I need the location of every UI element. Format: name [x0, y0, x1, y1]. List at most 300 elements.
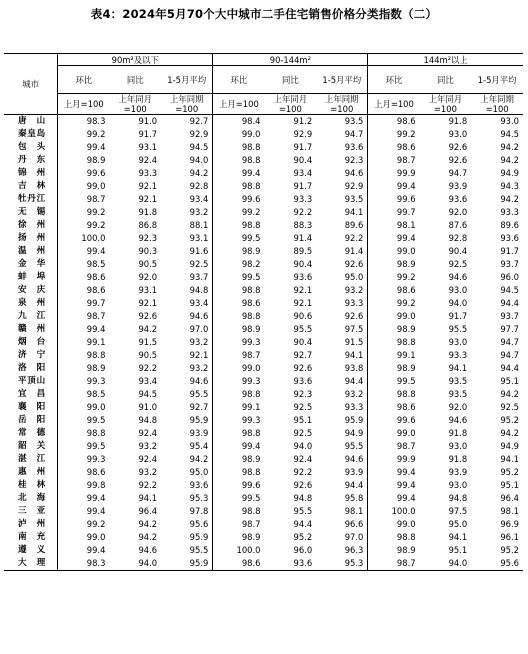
index-value: 90.6	[293, 311, 313, 321]
index-value: 90.3	[138, 246, 158, 256]
index-value: 94.6	[316, 167, 368, 180]
index-value: 99.5	[241, 272, 261, 282]
index-value: 98.8	[241, 220, 261, 230]
index-value: 94.0	[109, 557, 161, 571]
index-value: 94.0	[293, 441, 313, 451]
index-value: 98.9	[86, 155, 106, 165]
base-period-header: 上年同月=100	[420, 94, 472, 115]
city-name: 湛江	[4, 453, 58, 466]
table-row	[4, 479, 523, 492]
table-row	[4, 427, 523, 440]
table-row	[4, 375, 523, 388]
index-value: 99.4	[396, 467, 416, 477]
index-value: 94.4	[500, 363, 519, 373]
index-value: 95.8	[316, 492, 368, 505]
index-value: 90.4	[293, 259, 313, 269]
index-value: 99.5	[86, 441, 106, 451]
index-value: 95.6	[471, 557, 523, 571]
index-value: 91.7	[293, 181, 313, 191]
index-value: 93.7	[500, 311, 519, 321]
index-value: 91.2	[293, 116, 313, 126]
index-value: 99.0	[396, 428, 416, 438]
index-value: 94.9	[500, 168, 519, 178]
index-value: 99.9	[396, 168, 416, 178]
index-value: 88.1	[161, 219, 213, 232]
index-value: 99.2	[396, 129, 416, 139]
index-value: 93.9	[316, 466, 368, 479]
base-period-header: 上年同期=100	[161, 94, 213, 115]
index-value: 99.0	[86, 402, 106, 412]
table-row	[4, 206, 523, 219]
index-value: 95.2	[500, 545, 519, 555]
city-name: 泉州	[4, 297, 58, 310]
index-value: 99.8	[86, 480, 106, 490]
index-value: 92.5	[293, 428, 313, 438]
index-value: 99.6	[396, 415, 416, 425]
index-value: 93.9	[161, 427, 213, 440]
index-value: 93.0	[448, 441, 468, 451]
index-value: 98.8	[396, 532, 416, 542]
city-name: 赣州	[4, 323, 58, 336]
index-value: 91.8	[448, 454, 468, 464]
city-name: 吉林	[4, 180, 58, 193]
index-value: 94.2	[138, 519, 158, 529]
index-value: 94.1	[138, 493, 158, 503]
index-value: 98.6	[86, 272, 106, 282]
index-value: 94.8	[161, 284, 213, 297]
index-value: 93.5	[316, 193, 368, 206]
index-value: 98.1	[500, 506, 519, 516]
index-value: 92.7	[161, 401, 213, 414]
table-row	[4, 115, 523, 129]
index-value: 92.6	[138, 311, 158, 321]
index-value: 92.6	[448, 155, 468, 165]
index-value: 99.4	[86, 246, 106, 256]
base-period-header: 上月=100	[58, 94, 110, 115]
index-value: 92.4	[293, 454, 313, 464]
index-value: 93.3	[138, 168, 158, 178]
city-name: 大理	[4, 557, 58, 571]
index-value: 95.9	[316, 414, 368, 427]
index-value: 93.3	[293, 194, 313, 204]
index-value: 93.4	[161, 297, 213, 310]
index-value: 93.7	[500, 259, 519, 269]
index-value: 98.6	[396, 142, 416, 152]
table-row	[4, 245, 523, 258]
index-value: 92.4	[138, 454, 158, 464]
index-value: 94.9	[316, 427, 368, 440]
index-value: 91.6	[161, 245, 213, 258]
index-value: 94.6	[448, 415, 468, 425]
index-value: 98.8	[241, 467, 261, 477]
index-value: 98.1	[396, 220, 416, 230]
index-value: 93.6	[265, 557, 317, 571]
index-value: 92.0	[448, 402, 468, 412]
index-value: 91.4	[316, 245, 368, 258]
index-value: 97.5	[448, 506, 468, 516]
index-value: 98.7	[241, 519, 261, 529]
index-value: 91.5	[316, 336, 368, 349]
table-row	[4, 154, 523, 167]
index-value: 99.4	[86, 493, 106, 503]
table-row	[4, 310, 523, 323]
index-value: 95.5	[293, 324, 313, 334]
index-value: 93.6	[293, 376, 313, 386]
index-value: 94.4	[316, 375, 368, 388]
index-value: 95.5	[293, 506, 313, 516]
index-value: 98.8	[241, 155, 261, 165]
index-value: 99.4	[241, 441, 261, 451]
index-value: 95.2	[500, 415, 519, 425]
index-value: 93.5	[448, 389, 468, 399]
index-value: 94.1	[448, 363, 468, 373]
index-value: 92.9	[316, 180, 368, 193]
column-header: 环比	[368, 66, 420, 94]
index-value: 95.5	[161, 388, 213, 401]
index-value: 95.9	[161, 557, 213, 571]
index-value: 99.1	[241, 402, 261, 412]
index-value: 97.0	[316, 531, 368, 544]
index-value: 99.6	[396, 194, 416, 204]
index-value: 95.1	[293, 415, 313, 425]
index-value: 96.0	[500, 272, 519, 282]
city-name: 宜昌	[4, 388, 58, 401]
index-value: 94.6	[316, 453, 368, 466]
city-name: 桂林	[4, 479, 58, 492]
index-value: 100.0	[236, 545, 261, 555]
table-row	[4, 388, 523, 401]
index-value: 95.4	[161, 440, 213, 453]
table-row	[4, 466, 523, 479]
index-value: 92.1	[293, 298, 313, 308]
index-value: 92.1	[293, 285, 313, 295]
index-value: 92.5	[448, 259, 468, 269]
index-value: 94.6	[138, 545, 158, 555]
index-value: 94.5	[161, 141, 213, 154]
index-value: 92.2	[138, 363, 158, 373]
city-name: 烟台	[4, 336, 58, 349]
index-value: 90.5	[138, 259, 158, 269]
index-value: 94.7	[448, 168, 468, 178]
column-header: 同比	[109, 66, 161, 94]
index-value: 100.0	[391, 506, 416, 516]
index-value: 99.2	[396, 298, 416, 308]
index-value: 95.6	[161, 518, 213, 531]
index-value: 99.3	[86, 454, 106, 464]
base-period-header: 上月=100	[368, 94, 420, 115]
table-row	[4, 323, 523, 336]
city-name: 锦州	[4, 167, 58, 180]
index-value: 92.6	[293, 363, 313, 373]
index-value: 92.8	[448, 233, 468, 243]
index-value: 91.8	[448, 428, 468, 438]
index-value: 93.3	[448, 350, 468, 360]
city-name: 北海	[4, 492, 58, 505]
index-value: 94.2	[500, 428, 519, 438]
city-name: 济宁	[4, 349, 58, 362]
index-value: 93.9	[448, 181, 468, 191]
city-name: 惠州	[4, 466, 58, 479]
index-value: 98.1	[316, 505, 368, 518]
index-value: 93.0	[448, 337, 468, 347]
index-value: 92.9	[161, 128, 213, 141]
city-name: 遵义	[4, 544, 58, 557]
index-value: 98.9	[396, 363, 416, 373]
index-value: 90.4	[448, 246, 468, 256]
index-value: 93.6	[293, 272, 313, 282]
index-value: 98.7	[241, 350, 261, 360]
index-value: 94.1	[448, 532, 468, 542]
index-value: 99.7	[86, 298, 106, 308]
index-value: 93.9	[448, 467, 468, 477]
index-value: 93.0	[448, 129, 468, 139]
index-value: 93.0	[448, 285, 468, 295]
index-value: 98.8	[241, 506, 261, 516]
city-name: 丹东	[4, 154, 58, 167]
index-value: 99.7	[396, 207, 416, 217]
index-value: 95.5	[448, 324, 468, 334]
base-period-header: 上年同月=100	[265, 94, 317, 115]
index-value: 95.0	[316, 271, 368, 284]
table-row	[4, 505, 523, 518]
index-value: 98.8	[241, 311, 261, 321]
table-row	[4, 141, 523, 154]
city-name: 九江	[4, 310, 58, 323]
index-value: 99.6	[86, 168, 106, 178]
index-value: 95.1	[500, 480, 519, 490]
index-value: 98.7	[396, 155, 416, 165]
index-value: 93.4	[161, 193, 213, 206]
table-row	[4, 362, 523, 375]
index-value: 92.6	[293, 480, 313, 490]
index-value: 99.5	[396, 376, 416, 386]
index-value: 92.7	[293, 350, 313, 360]
index-value: 99.4	[396, 181, 416, 191]
index-value: 86.8	[138, 220, 158, 230]
table-row	[4, 219, 523, 232]
index-value: 94.4	[500, 298, 519, 308]
city-name: 常德	[4, 427, 58, 440]
index-value: 93.3	[316, 401, 368, 414]
index-value: 94.3	[500, 181, 519, 191]
index-value: 98.9	[396, 324, 416, 334]
index-value: 98.3	[86, 116, 106, 126]
index-value: 93.6	[316, 141, 368, 154]
index-value: 98.8	[396, 337, 416, 347]
index-value: 99.5	[241, 233, 261, 243]
index-value: 94.4	[316, 479, 368, 492]
city-name: 襄阳	[4, 401, 58, 414]
index-value: 92.2	[293, 207, 313, 217]
index-value: 95.2	[500, 467, 519, 477]
group-header-large: 144m²以上	[368, 54, 523, 66]
city-column-header: 城市	[4, 54, 58, 115]
index-value: 95.5	[316, 440, 368, 453]
index-value: 93.6	[161, 479, 213, 492]
index-value: 99.1	[396, 350, 416, 360]
index-value: 92.1	[161, 349, 213, 362]
index-value: 95.0	[448, 519, 468, 529]
index-value: 97.7	[500, 324, 519, 334]
table-row	[4, 492, 523, 505]
index-value: 98.7	[86, 194, 106, 204]
column-header: 环比	[213, 66, 265, 94]
city-name: 牡丹江	[4, 193, 58, 206]
index-value: 99.2	[396, 272, 416, 282]
index-value: 92.2	[316, 232, 368, 245]
base-period-header: 上年同月=100	[109, 94, 161, 115]
index-value: 94.1	[316, 206, 368, 219]
index-value: 98.5	[86, 259, 106, 269]
index-value: 95.2	[293, 532, 313, 542]
table-row	[4, 557, 523, 571]
index-value: 94.8	[448, 493, 468, 503]
index-value: 95.5	[161, 544, 213, 557]
index-value: 90.5	[138, 350, 158, 360]
group-header-medium: 90-144m²	[213, 54, 368, 66]
index-value: 98.9	[241, 454, 261, 464]
table-row	[4, 349, 523, 362]
table-row	[4, 180, 523, 193]
table-row	[4, 128, 523, 141]
table-row	[4, 401, 523, 414]
city-name: 温州	[4, 245, 58, 258]
index-value: 92.2	[293, 467, 313, 477]
column-header: 环比	[58, 66, 110, 94]
index-value: 93.1	[161, 232, 213, 245]
index-value: 98.7	[396, 441, 416, 451]
index-value: 92.5	[500, 402, 519, 412]
index-value: 93.0	[448, 480, 468, 490]
index-value: 94.2	[500, 194, 519, 204]
table-row	[4, 167, 523, 180]
index-value: 99.0	[241, 129, 261, 139]
index-value: 98.4	[241, 116, 261, 126]
index-value: 91.8	[448, 116, 468, 126]
table-row	[4, 544, 523, 557]
index-value: 94.2	[138, 532, 158, 542]
index-value: 95.1	[500, 376, 519, 386]
index-value: 96.4	[138, 506, 158, 516]
index-value: 98.9	[396, 259, 416, 269]
city-name: 洛阳	[4, 362, 58, 375]
index-value: 99.4	[86, 142, 106, 152]
index-value: 93.3	[500, 207, 519, 217]
index-value: 94.7	[316, 128, 368, 141]
index-value: 92.5	[293, 402, 313, 412]
index-value: 99.5	[86, 415, 106, 425]
index-value: 98.2	[241, 259, 261, 269]
index-value: 94.5	[500, 285, 519, 295]
base-period-header: 上月=100	[213, 94, 265, 115]
price-index-table	[4, 53, 523, 571]
city-name: 泸州	[4, 518, 58, 531]
index-value: 99.1	[86, 337, 106, 347]
index-value: 92.1	[138, 298, 158, 308]
index-value: 99.0	[396, 519, 416, 529]
index-value: 96.1	[500, 532, 519, 542]
column-header: 1-5月平均	[161, 66, 213, 94]
index-value: 99.5	[241, 493, 261, 503]
index-value: 99.0	[241, 363, 261, 373]
index-value: 99.4	[396, 480, 416, 490]
index-value: 99.2	[241, 207, 261, 217]
index-value: 93.2	[316, 388, 368, 401]
index-value: 98.6	[241, 298, 261, 308]
index-value: 99.2	[86, 207, 106, 217]
index-value: 91.8	[138, 207, 158, 217]
index-value: 91.7	[293, 142, 313, 152]
index-value: 94.9	[500, 441, 519, 451]
index-value: 94.0	[420, 557, 472, 571]
index-value: 88.3	[293, 220, 313, 230]
index-value: 94.1	[500, 454, 519, 464]
index-value: 94.0	[448, 298, 468, 308]
index-value: 90.4	[293, 337, 313, 347]
column-header: 同比	[265, 66, 317, 94]
city-name: 安庆	[4, 284, 58, 297]
index-value: 98.6	[86, 467, 106, 477]
index-value: 93.1	[138, 142, 158, 152]
city-name: 岳阳	[4, 414, 58, 427]
index-value: 92.2	[138, 480, 158, 490]
index-value: 98.8	[241, 181, 261, 191]
index-value: 93.3	[316, 297, 368, 310]
index-value: 97.0	[161, 323, 213, 336]
index-value: 98.9	[241, 246, 261, 256]
index-value: 94.7	[500, 350, 519, 360]
index-value: 98.8	[396, 389, 416, 399]
index-value: 99.2	[86, 129, 106, 139]
table-row	[4, 193, 523, 206]
index-value: 95.3	[161, 492, 213, 505]
index-value: 91.0	[138, 116, 158, 126]
index-value: 94.6	[448, 272, 468, 282]
table-title: 表4：2024年5月70个大中城市二手住宅销售价格分类指数（二）	[90, 7, 438, 21]
index-value: 99.4	[241, 168, 261, 178]
city-name: 韶关	[4, 440, 58, 453]
index-value: 89.6	[500, 220, 519, 230]
city-name: 唐山	[4, 115, 58, 129]
city-name: 无锡	[4, 206, 58, 219]
index-value: 93.5	[316, 115, 368, 129]
index-value: 99.4	[86, 545, 106, 555]
index-value: 94.6	[161, 375, 213, 388]
index-value: 99.6	[241, 480, 261, 490]
index-value: 94.2	[500, 142, 519, 152]
index-value: 94.2	[138, 324, 158, 334]
index-value: 98.9	[241, 324, 261, 334]
index-value: 99.4	[396, 493, 416, 503]
index-value: 99.0	[396, 311, 416, 321]
index-value: 99.4	[396, 233, 416, 243]
index-value: 96.9	[500, 519, 519, 529]
index-value: 92.4	[138, 428, 158, 438]
index-value: 92.6	[448, 142, 468, 152]
index-value: 98.7	[86, 311, 106, 321]
index-value: 96.4	[500, 493, 519, 503]
index-value: 98.6	[213, 557, 265, 571]
index-value: 98.5	[86, 389, 106, 399]
index-value: 93.0	[500, 116, 519, 126]
index-value: 94.4	[293, 519, 313, 529]
table-row	[4, 284, 523, 297]
index-value: 98.3	[58, 557, 110, 571]
index-value: 92.3	[316, 154, 368, 167]
index-value: 93.2	[138, 441, 158, 451]
index-value: 94.2	[161, 453, 213, 466]
table-row	[4, 453, 523, 466]
